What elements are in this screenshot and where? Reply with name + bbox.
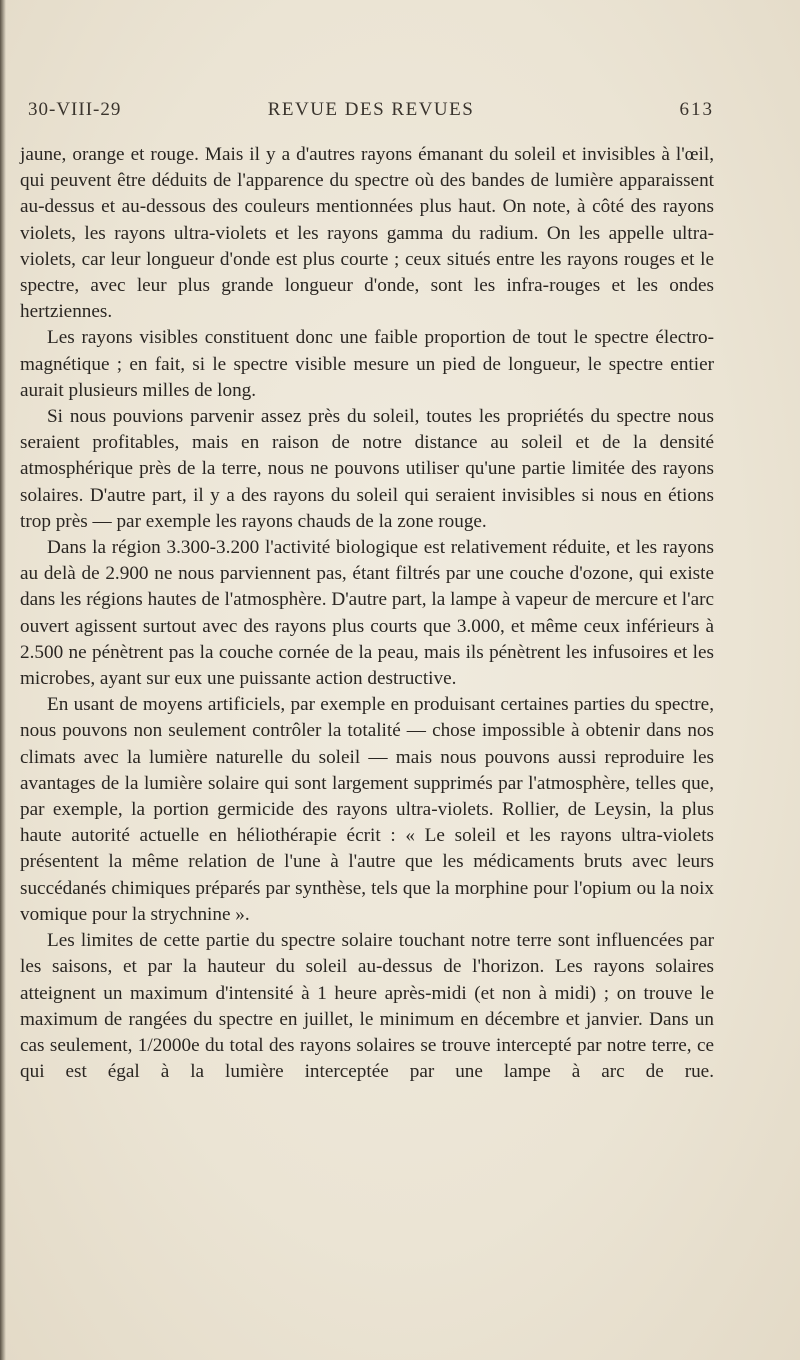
running-header: [28, 99, 714, 129]
header-date: 30-VIII-29: [28, 99, 122, 120]
binding-edge-shadow: [0, 0, 6, 1360]
paragraph: Dans la région 3.300-3.200 l'activité biologique est relativement réduite, et les rayons au delà de 2.900 ne nous parviennent pas, étant filtrés par une couche d'ozone, qui existe dans les régions hautes de l'atmosphère. D'autre part, la lampe à vapeur de mercure et l'arc ouvert agissent surtout avec des rayons plus courts que 3.000, et même ceux inférieurs à 2.500 ne pénètrent pas la couche cornée de la peau, mais ils pénètrent les infusoires et les microbes, ayant sur eux une puissante action destructive.: [20, 537, 714, 690]
paragraph: En usant de moyens artificiels, par exemple en produisant certaines parties du spectre, nous pouvons non seulement contrôler la totalité — chose impossible à obtenir dans nos climats avec la lumière naturelle du soleil — mais nous pouvons aussi reproduire les avantages de la lumière solaire qui sont largement supprimés par l'atmosphère, telles que, par exemple, la portion germicide des rayons ultra-violets. Rollier, de Leysin, la plus haute autorité actuelle en héliothérapie écrit : « Le soleil et les rayons ultra-violets présentent la même relation de l'une à l'autre que les médicaments bruts avec leurs succédanés chimiques préparés par synthèse, tels que la morphine pour l'opium ou la noix vomique pour la strychnine ».: [20, 694, 714, 925]
paragraph: Les limites de cette partie du spectre solaire touchant notre terre sont influencées par les saisons, et par la hauteur du soleil au-dessus de l'horizon. Les rayons solaires atteignent un maximum d'intensité à 1 heure après-midi (et non à midi) ; on trouve le maximum de rangées du spectre en juillet, le minimum en décembre et janvier. Dans un cas seulement, 1/2000e du total des rayons solaires se trouve intercepté par notre terre, ce qui est égal à la lumière interceptée par une lampe à arc de rue.: [20, 930, 714, 1083]
paragraph: Si nous pouvions parvenir assez près du soleil, toutes les propriétés du spectre nous seraient profitables, mais en raison de notre distance au soleil et de la densité atmosphérique près de la terre, nous ne pouvons utiliser qu'une partie limitée des rayons solaires. D'autre part, il y a des rayons du soleil qui seraient invisibles si nous en étions trop près — par exemple les rayons chauds de la zone rouge.: [20, 406, 714, 532]
paragraph: Les rayons visibles constituent donc une faible proportion de tout le spectre électro-magnétique ; en fait, si le spectre visible mesure un pied de longueur, le spectre entier aurait plusieurs milles de long.: [20, 327, 714, 401]
paragraph: jaune, orange et rouge. Mais il y a d'autres rayons émanant du soleil et invisibles à l'œil, qui peuvent être déduits de l'apparence du spectre où des bandes de lumière apparaissent au-dessus et au-dessous des couleurs mentionnées plus haut. On note, à côté des rayons violets, les rayons ultra-violets et les rayons gamma du radium. On les appelle ultra-violets, car leur longueur d'onde est plus courte ; ceux situés entre les rayons rouges et le spectre, avec leur plus grande longueur d'onde, sont les infra-rouges et les ondes hertziennes.: [20, 144, 714, 323]
article-body: [20, 142, 714, 1085]
page-number: 613: [679, 99, 714, 120]
header-title: REVUE DES REVUES: [267, 99, 475, 120]
